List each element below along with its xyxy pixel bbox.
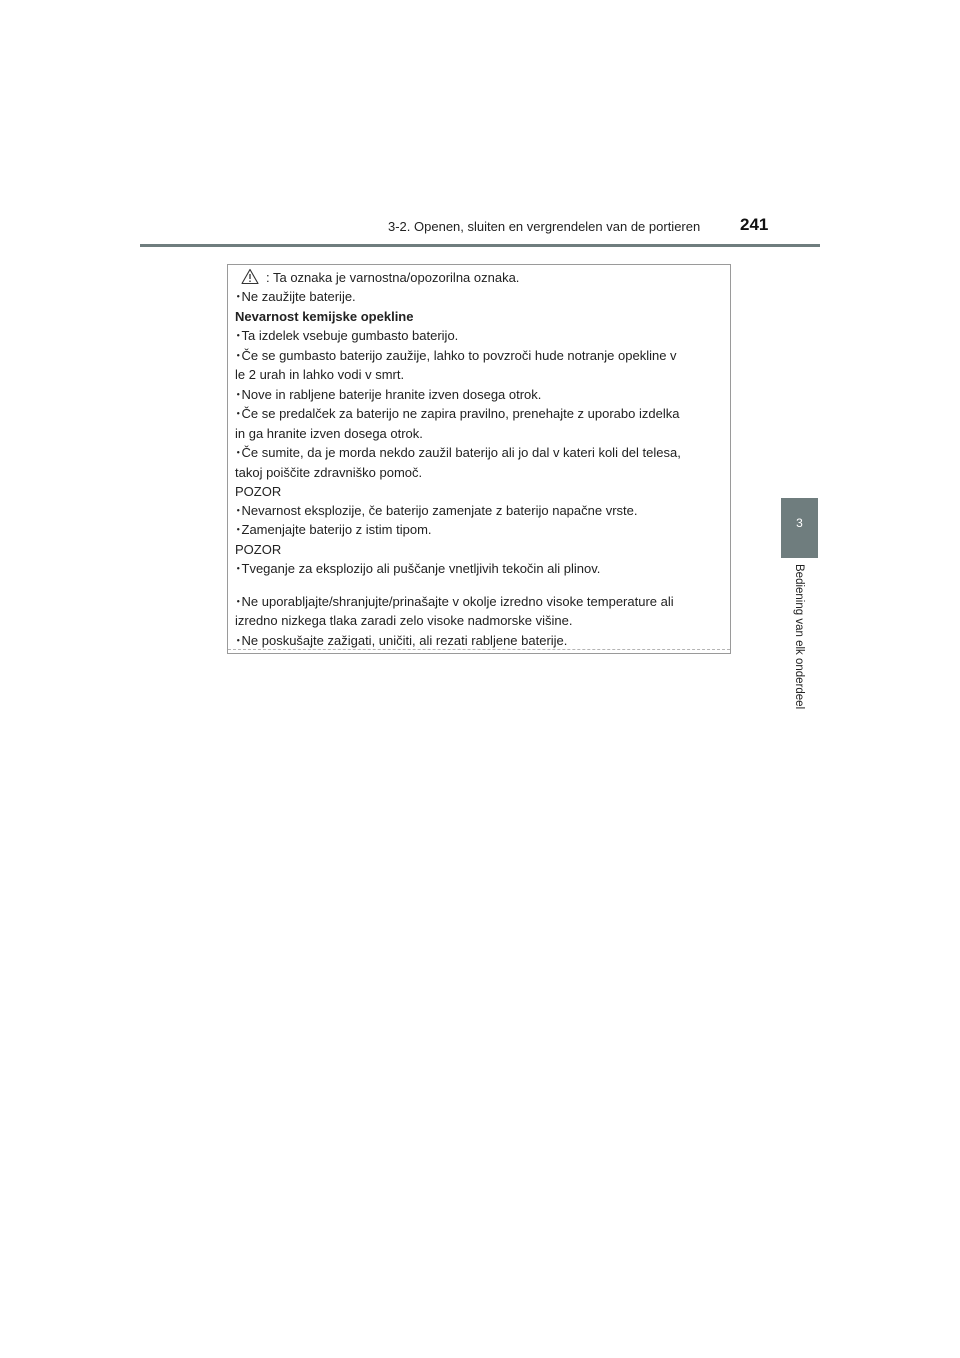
chapter-number: 3 xyxy=(796,516,803,530)
notice-line: Nevarnost kemijske opekline xyxy=(235,309,414,324)
section-title: 3-2. Openen, sluiten en vergrendelen van de portieren xyxy=(388,219,701,234)
notice-line: izredno nizkega tlaka zaradi zelo visoke nadmorske višine. xyxy=(235,613,573,628)
notice-line: ･Nove in rabljene baterije hranite izven dosega otrok. xyxy=(235,387,542,402)
notice-line: POZOR xyxy=(235,542,282,557)
page-number: 241 xyxy=(740,215,769,234)
notice-line: ･Nevarnost eksplozije, če baterijo zamenjate z baterijo napačne vrste. xyxy=(235,503,638,518)
warning-triangle-icon xyxy=(241,268,259,285)
notice-line: ･Ne zaužijte baterije. xyxy=(235,289,356,304)
notice-line: ･Ne poskušajte zažigati, uničiti, ali rezati rabljene baterije. xyxy=(235,633,568,648)
notice-line: : Ta oznaka je varnostna/opozorilna oznaka. xyxy=(266,270,520,285)
notice-line: le 2 urah in lahko vodi v smrt. xyxy=(235,367,405,382)
chapter-label: Bediening van elk onderdeel xyxy=(793,564,805,710)
notice-line: ･Če se gumbasto baterijo zaužije, lahko to povzroči hude notranje opekline v xyxy=(235,348,677,363)
header-rule xyxy=(140,244,820,247)
notice-line: ･Ta izdelek vsebuje gumbasto baterijo. xyxy=(235,328,459,343)
battery-warning-box xyxy=(227,264,731,654)
notice-line: ･Če se predalček za baterijo ne zapira pravilno, prenehajte z uporabo izdelka xyxy=(235,406,680,421)
notice-line: ･Ne uporabljajte/shranjujte/prinašajte v okolje izredno visoke temperature ali xyxy=(235,594,674,609)
notice-line: takoj poiščite zdravniško pomoč. xyxy=(235,465,423,480)
notice-line: ･Če sumite, da je morda nekdo zaužil baterijo ali jo dal v kateri koli del telesa, xyxy=(235,445,681,460)
notice-line: POZOR xyxy=(235,484,282,499)
chapter-label-wrap xyxy=(781,564,818,734)
notice-line: in ga hranite izven dosega otrok. xyxy=(235,426,423,441)
notice-line: ･Zamenjajte baterijo z istim tipom. xyxy=(235,522,432,537)
chapter-tab xyxy=(781,498,818,558)
notice-line: ･Tveganje za eksplozijo ali puščanje vnetljivih tekočin ali plinov. xyxy=(235,561,601,576)
